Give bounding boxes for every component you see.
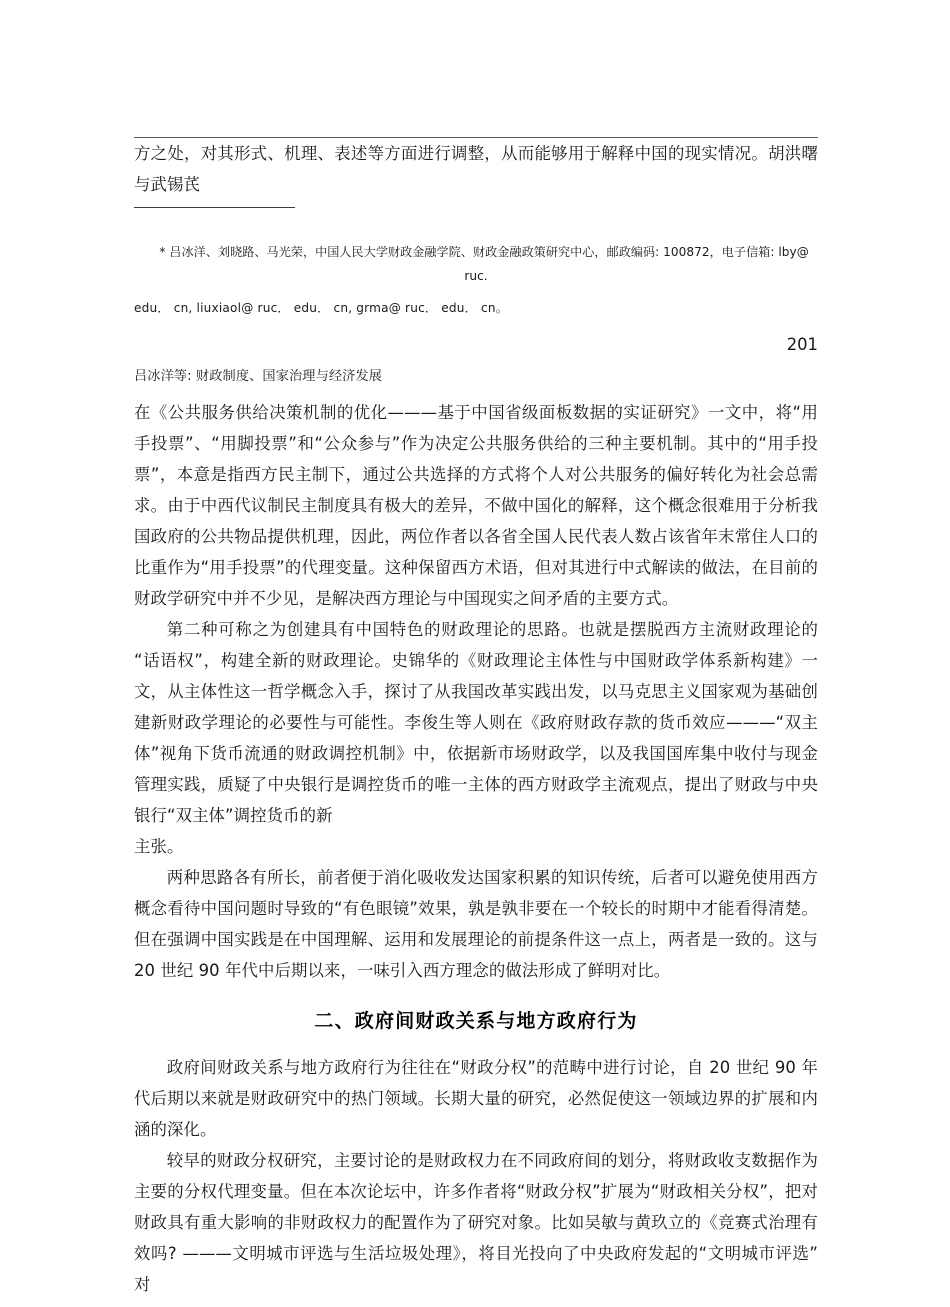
body-paragraph: 在《公共服务供给决策机制的优化———基于中国省级面板数据的实证研究》一文中，将“用手投票”、“用脚投票”和“公众参与”作为决定公共服务供给的三种主要机制。其中的“用手投票”，本意是指西方民主制下，通过公共选择的方式将个人对公共服务的偏好转化为社会总需求。由于中西代议制民主制度具有极大的差异，不做中国化的解释，这个概念很难用于分析我国政府的公共物品提供机理，因此，两位作者以各省全国人民代表人数占该省年末常住人口的比重作为“用手投票”的代理变量。这种保留西方术语，但对其进行中式解读的做法，在目前的财政学研究中并不少见，是解决西方理论与中国现实之间矛盾的主要方式。 [134, 403, 818, 608]
body-paragraph: 较早的财政分权研究，主要讨论的是财政权力在不同政府间的划分，将财政收支数据作为主要的分权代理变量。但在本次论坛中，许多作者将“财政分权”扩展为“财政相关分权”，把对财政具有重大影响的非财政权力的配置作为了研究对象。比如吴敏与黄玖立的《竞赛式治理有效吗? ———文明城市评选与生活垃圾处理》，将目光投向了中央政府发起的“文明城市评选” 对 [134, 1151, 818, 1294]
page-number: 201 [786, 335, 818, 354]
body-paragraph: 两种思路各有所长，前者便于消化吸收发达国家积累的知识传统，后者可以避免使用西方概念看待中国问题时导致的“有色眼镜”效果，孰是孰非要在一个较长的时期中才能看得清楚。但在强调中国实践是在中国理解、运用和发展理论的前提条件这一点上，两者是一致的。这与 20 世纪 90 年代中后期以来，一味引入西方理念的做法形成了鲜明对比。 [134, 868, 818, 980]
page-content-column [134, 0, 818, 1300]
continued-paragraph: 方之处，对其形式、机理、表述等方面进行调整，从而能够用于解释中国的现实情况。胡洪曙与武锡芪 [134, 144, 818, 194]
body-paragraph: 主张。 [134, 837, 184, 856]
body-paragraph: 政府间财政关系与地方政府行为往往在“财政分权”的范畴中进行讨论，自 20 世纪 90 年代后期以来就是财政研究中的热门领域。长期大量的研究，必然促使这一领域边界的扩展和内涵的深化。 [134, 1058, 818, 1139]
footnote-line-domain: ruc. [464, 269, 488, 283]
body-paragraph: 第二种可称之为创建具有中国特色的财政理论的思路。也就是摆脱西方主流财政理论的“话语权”，构建全新的财政理论。史锦华的《财政理论主体性与中国财政学体系新构建》一文，从主体性这一哲学概念入手，探讨了从我国改革实践出发，以马克思主义国家观为基础创建新财政学理论的必要性与可能性。李俊生等人则在《政府财政存款的货币效应———“双主体”视角下货币流通的财政调控机制》中，依据新市场财政学，以及我国国库集中收付与现金管理实践，质疑了中央银行是调控货币的唯一主体的西方财政学主流观点，提出了财政与中央银行“双主体”调控货币的新 [134, 620, 818, 825]
section-heading: 二、政府间财政关系与地方政府行为 [314, 1010, 638, 1032]
footnote-line-authors: * 吕冰洋、刘晓路、马光荣，中国人民大学财政金融学院、财政金融政策研究中心，邮政编码: 100872，电子信箱: lby@ [159, 245, 809, 259]
footnote-block [134, 241, 818, 320]
footnote-separator-rule [134, 207, 295, 208]
footnote-line-emails: edu． cn, liuxiaol@ ruc． edu． cn, grma@ ruc． edu． cn。 [134, 301, 508, 315]
running-head: 吕冰洋等: 财政制度、国家治理与经济发展 [134, 369, 383, 384]
